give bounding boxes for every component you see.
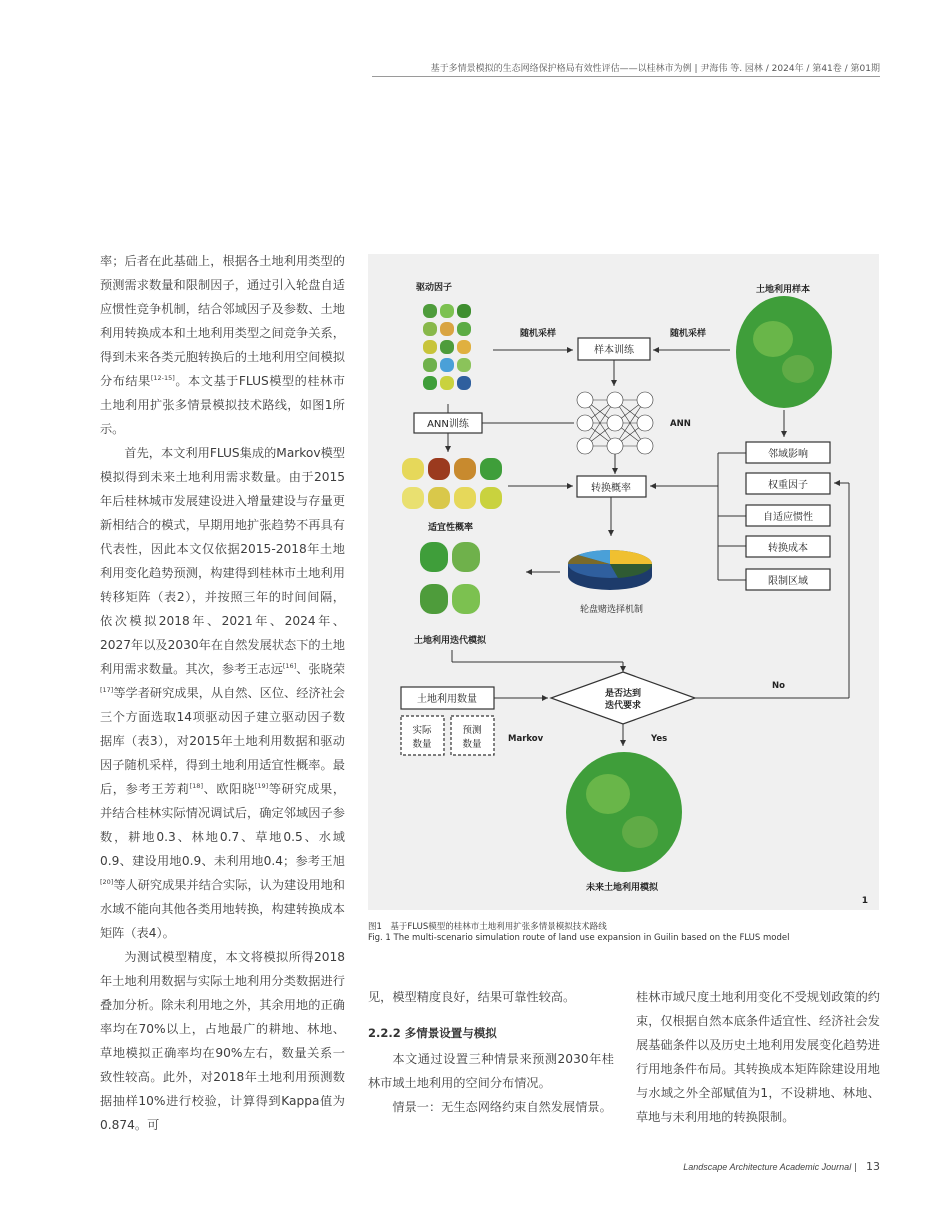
paragraph: 本文通过设置三种情景来预测2030年桂林市域土地利用的空间分布情况。 — [368, 1052, 614, 1090]
driving-factors-label: 驱动因子 — [416, 283, 453, 293]
paragraph: 见，模型精度良好，结果可靠性较高。 — [368, 990, 576, 1004]
citation: [19] — [254, 782, 269, 790]
citation: [16] — [282, 662, 297, 670]
left-text-column — [100, 249, 345, 1137]
ann-label: ANN — [670, 419, 691, 429]
figure-number: 1 — [861, 896, 868, 906]
land-use-quantity-label: 土地利用数量 — [417, 694, 477, 705]
paragraph: 桂林市域尺度土地利用变化不受规划政策的约束，仅根据自然本底条件适宜性、经济社会发展基础条件以及历史土地利用发展变化趋势进行用地条件布局。其转换成本矩阵除建设用地与水域之外全部赋值为1，不设耕地、林地、草地与未利用地的转换限制。 — [636, 990, 880, 1124]
conversion-probability-label: 转换概率 — [591, 483, 631, 494]
future-simulation-label: 未来土地利用模拟 — [586, 883, 659, 893]
suitability-probability-label: 适宜性概率 — [428, 523, 474, 533]
predicted-quantity-label-2: 数量 — [462, 739, 482, 750]
paragraph: 率；后者在此基础上，根据各土地利用类型的预测需求数量和限制因子，通过引入轮盘自适应惯性竞争机制，结合邻域因子及参数、土地利用转换成本和土地利用类型之间竞争关系，得到未来各类元胞转换后的土地利用空间模拟分布结果[12-15]。本文基于FLUS模型的桂林市土地利用扩张多情景模拟技术路线，如图1所示。 — [100, 254, 345, 436]
journal-name: Landscape Architecture Academic Journal — [683, 1162, 852, 1172]
citation: [17] — [100, 686, 114, 694]
running-head: 基于多情景模拟的生态网络保护格局有效性评估——以桂林市为例 | 尹海伟 等. 园林 / 2024年 / 第41卷 / 第01期 — [430, 64, 880, 74]
random-sampling-right-label: 随机采样 — [670, 329, 707, 339]
footer-separator: | — [854, 1163, 858, 1173]
suitability-maps — [402, 458, 502, 509]
roulette-pie-chart — [568, 550, 652, 590]
ann-network-diagram — [577, 392, 653, 454]
paragraph: 情景一：无生态网络约束自然发展情景。 — [392, 1100, 612, 1114]
paragraph: 为测试模型精度，本文将模拟所得2018年土地利用数据与实际土地利用分类数据进行叠加分析。除未利用地之外，其余用地的正确率均在70%以上，占地最广的耕地、林地、草地模拟正确率均在90%左右，数量关系一致性较高。此外，对2018年土地利用预测数据抽样10%进行校验，计算得到Kappa值为0.874。可 — [100, 950, 345, 1132]
predicted-quantity-label-1: 预测 — [462, 725, 482, 736]
sample-training-label: 样本训练 — [594, 345, 634, 356]
conversion-cost-label: 转换成本 — [768, 543, 808, 554]
flus-flowchart — [368, 254, 879, 910]
iterative-simulation-label: 土地利用迭代模拟 — [414, 636, 487, 646]
neighborhood-effect-label: 邻域影响 — [768, 449, 808, 460]
iteration-check-label-1: 是否达到 — [604, 689, 642, 699]
markov-label: Markov — [508, 734, 544, 744]
iteration-check-label-2: 迭代要求 — [604, 701, 642, 711]
yes-label: Yes — [651, 734, 668, 744]
section-heading: 2.2.2 多情景设置与模拟 — [368, 1026, 497, 1040]
paragraph: 首先，本文利用FLUS集成的Markov模型模拟得到未来土地利用需求数量。由于2015年后桂林城市发展建设进入增量建设与存量更新相结合的模式，早期用地扩张趋势不再具有代表性，因此本文仅依据2015-2018年土地利用变化趋势预测，构建得到桂林市土地利用转移矩阵（表2），并按照三年的时间间隔，依次模拟2018年、2021年、2024年、2027年以及2030年在自然发展状态下的土地利用需求数量。其次，参考王志远[16]、张晓荣[17]等学者研究成果，从自然、区位、经济社会三个方面选取14项驱动因子建立驱动因子数据库（表3），对2015年土地利用数据和驱动因子随机采样，得到土地利用适宜性概率。最后，参考王芳莉[18]、欧阳晓[19]等研究成果，并结合桂林实际情况调试后，确定邻域因子参数，耕地0.3、林地0.7、草地0.5、水域0.9、建设用地0.9、未利用地0.4；参考王旭[20]等人研究成果并结合实际，认为建设用地和水域不能向其他各类用地转换，构建转换成本矩阵（表4）。 — [100, 446, 346, 940]
land-use-sample-label: 土地利用样本 — [756, 285, 811, 295]
actual-quantity-label-1: 实际 — [412, 725, 432, 736]
figure-1 — [368, 254, 879, 910]
adaptive-inertia-label: 自适应惯性 — [763, 512, 813, 523]
roulette-mechanism-label: 轮盘赌选择机制 — [580, 605, 644, 615]
future-simulation-map — [566, 752, 682, 872]
citation: [12-15] — [150, 374, 175, 382]
page-number: 13 — [866, 1160, 880, 1173]
right-text-column — [636, 985, 880, 1129]
citation: [18] — [189, 782, 203, 790]
figure-caption-en: Fig. 1 The multi-scenario simulation route of land use expansion in Guilin based on the FLUS model — [368, 933, 790, 943]
iterative-simulation-maps — [420, 542, 480, 614]
no-label: No — [772, 681, 785, 691]
weight-factor-label: 权重因子 — [768, 480, 808, 491]
driving-factor-maps — [423, 304, 471, 390]
factor-boxes — [746, 442, 830, 590]
restricted-area-label: 限制区域 — [768, 576, 808, 587]
header-rule — [372, 76, 880, 77]
ann-training-label: ANN训练 — [427, 419, 469, 430]
citation: [20] — [100, 878, 114, 886]
page-footer — [683, 1160, 880, 1173]
middle-text-column — [368, 985, 614, 1119]
random-sampling-left-label: 随机采样 — [520, 329, 557, 339]
actual-quantity-label-2: 数量 — [412, 739, 432, 750]
figure-caption-cn: 图1 基于FLUS模型的桂林市土地利用扩张多情景模拟技术路线 — [368, 922, 607, 932]
